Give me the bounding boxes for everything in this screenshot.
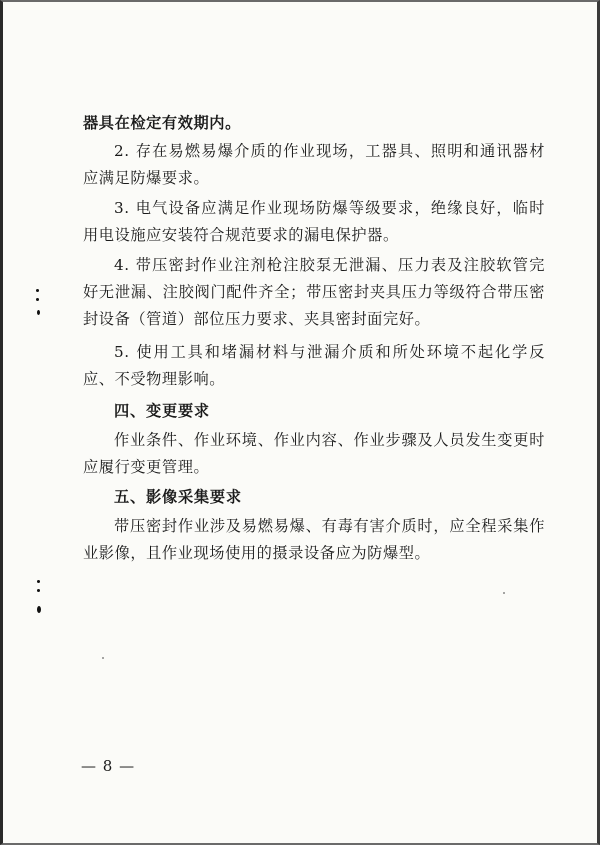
binding-mark (37, 589, 40, 592)
binding-mark (36, 298, 39, 301)
binding-mark (36, 289, 39, 292)
paragraph-equipment-calibration: 器具在检定有效期内。 (83, 114, 241, 132)
binding-mark (37, 580, 40, 583)
page-number: — 8 — (81, 757, 136, 775)
section-five-body: 带压密封作业涉及易燃易爆、有毒有害介质时，应全程采集作业影像，且作业现场使用的摄录设备应为防爆型。 (83, 517, 545, 562)
section-four-heading: 四、变更要求 (114, 402, 210, 420)
paragraph-item-3: 3. 电气设备应满足作业现场防爆等级要求，绝缘良好，临时用电设施应安装符合规范要求的漏电保护器。 (83, 199, 545, 244)
paragraph-item-4: 4. 带压密封作业注剂枪注胶泵无泄漏、压力表及注胶软管完好无泄漏、注胶阀门配件齐全；带压密封夹具压力等级符合带压密封设备（管道）部位压力要求、夹具密封面完好。 (83, 256, 545, 328)
paragraph-item-5: 5. 使用工具和堵漏材料与泄漏介质和所处环境不起化学反应、不受物理影响。 (83, 343, 545, 388)
binding-mark (37, 310, 40, 315)
scan-speck (503, 592, 505, 594)
section-four-body: 作业条件、作业环境、作业内容、作业步骤及人员发生变更时应履行变更管理。 (83, 431, 545, 476)
scan-speck (102, 657, 104, 659)
paragraph-item-2: 2. 存在易燃易爆介质的作业现场，工器具、照明和通讯器材应满足防爆要求。 (83, 142, 545, 187)
section-five-heading: 五、影像采集要求 (114, 488, 242, 506)
binding-mark (37, 606, 41, 613)
